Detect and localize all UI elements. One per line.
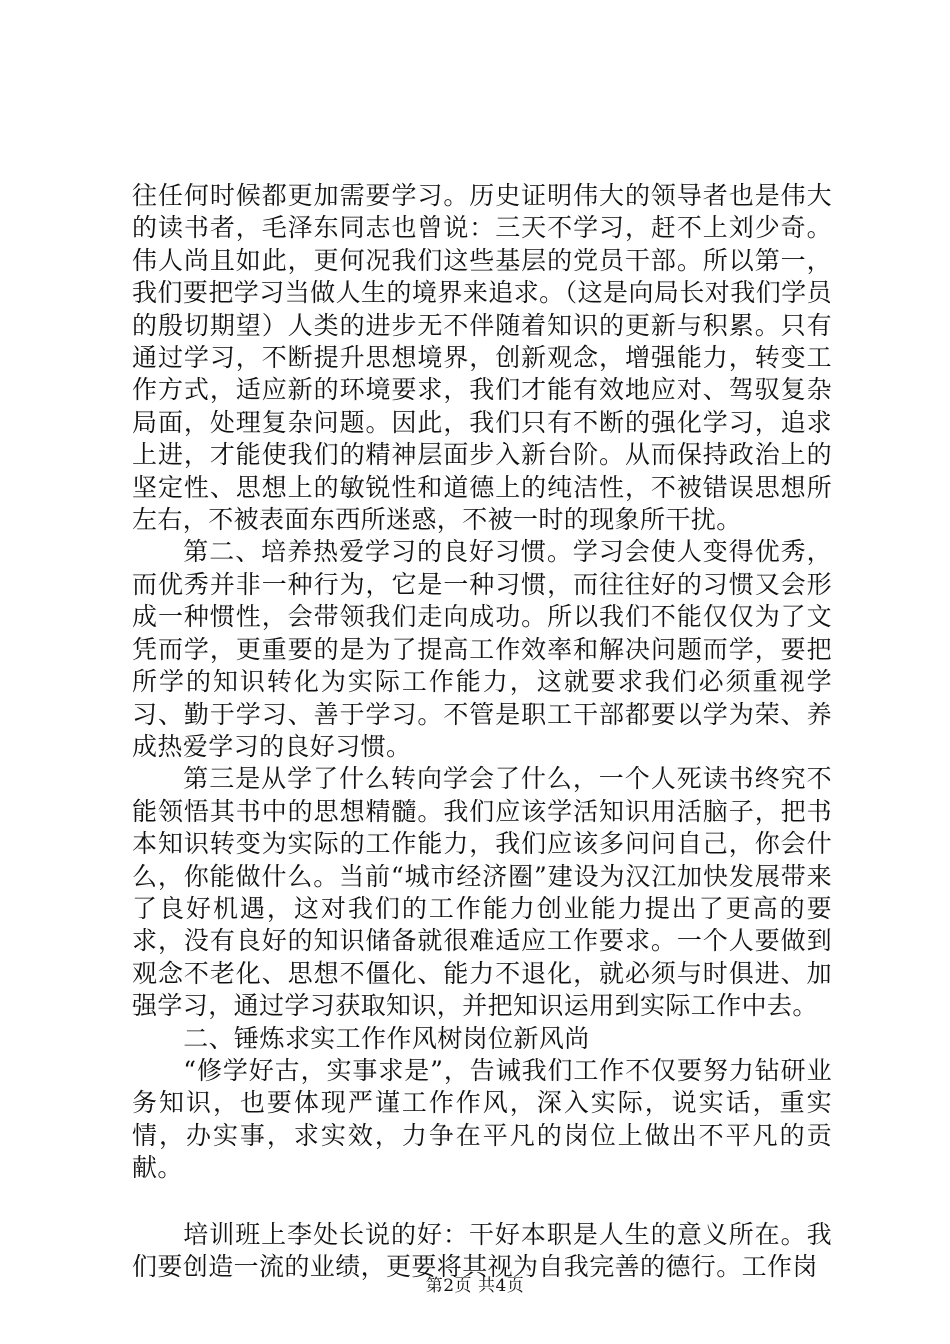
- paragraph-quote: “修学好古，实事求是”，告诫我们工作不仅要努力钻研业务知识，也要体现严谨工作作风，深入实际，说实话，重实情，办实事，求实效，力争在平凡的岗位上做出不平凡的贡献。: [132, 1055, 832, 1183]
- body-text: [132, 180, 832, 1283]
- section-heading: 二、锤炼求实工作作风树岗位新风尚: [183, 1023, 590, 1053]
- paragraph-training: 培训班上李处长说的好：干好本职是人生的意义所在。我们要创造一流的业绩，更要将其视为自我完善的德行。工作岗: [132, 1219, 832, 1281]
- paragraph-second-point: 第二、培养热爱学习的良好习惯。学习会使人变得优秀，而优秀并非一种行为，它是一种习惯，而往往好的习惯又会形成一种惯性，会带领我们走向成功。所以我们不能仅仅为了文凭而学，更重要的是为了提高工作效率和解决问题而学，要把所学的知识转化为实际工作能力，这就要求我们必须重视学习、勤于学习、善于学习。不管是职工干部都要以学为荣、养成热爱学习的良好习惯。: [132, 537, 832, 761]
- page-number-footer: 第2页 共4页: [425, 1276, 525, 1296]
- paragraph-continuation: 往任何时候都更加需要学习。历史证明伟大的领导者也是伟大的读书者，毛泽东同志也曾说：三天不学习，赶不上刘少奇。伟人尚且如此，更何况我们这些基层的党员干部。所以第一，我们要把学习当做人生的境界来追求。（这是向局长对我们学员的殷切期望）人类的进步无不伴随着知识的更新与积累。只有通过学习，不断提升思想境界，创新观念，增强能力，转变工作方式，适应新的环境要求，我们才能有效地应对、驾驭复杂局面，处理复杂问题。因此，我们只有不断的强化学习，追求上进，才能使我们的精神层面步入新台阶。从而保持政治上的坚定性、思想上的敏锐性和道德上的纯洁性，不被错误思想所左右，不被表面东西所迷惑，不被一时的现象所干扰。: [132, 181, 832, 535]
- paragraph-third-point: 第三是从学了什么转向学会了什么，一个人死读书终究不能领悟其书中的思想精髓。我们应该学活知识用活脑子，把书本知识转变为实际的工作能力，我们应该多问问自己，你会什么，你能做什么。当前“城市经济圈”建设为汉江加快发展带来了良好机遇，这对我们的工作能力创业能力提出了更高的要求，没有良好的知识储备就很难适应工作要求。一个人要做到观念不老化、思想不僵化、能力不退化，就必须与时俱进、加强学习，通过学习获取知识，并把知识运用到实际工作中去。: [132, 764, 832, 1021]
